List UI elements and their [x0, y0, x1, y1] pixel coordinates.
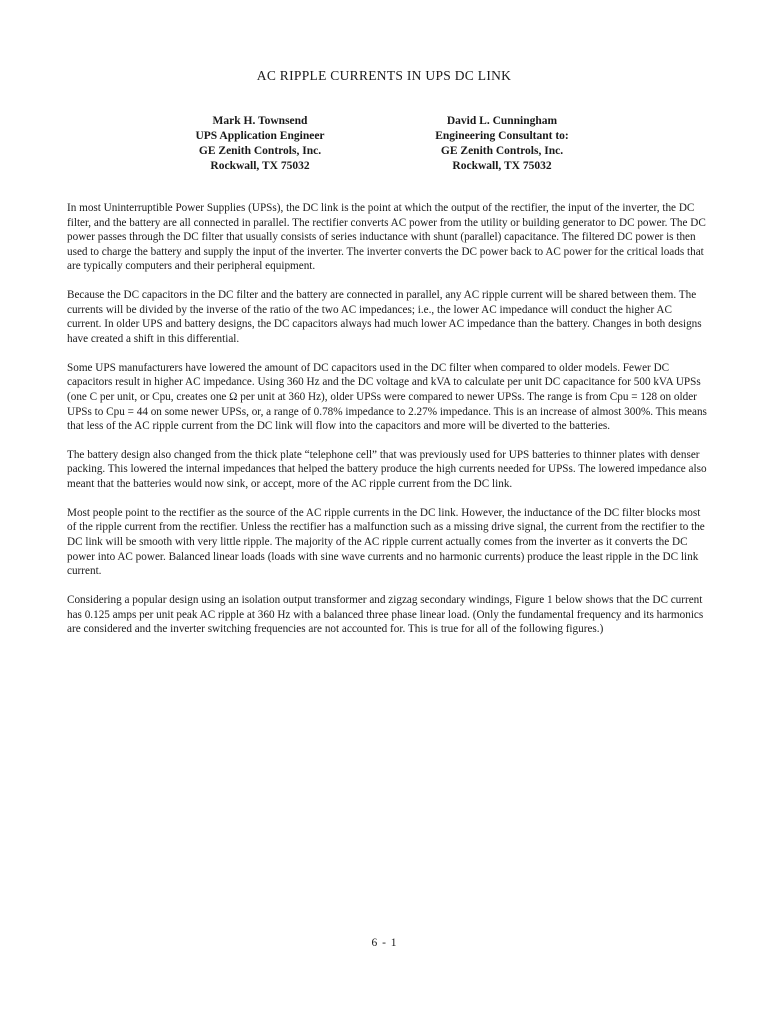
author-company: GE Zenith Controls, Inc. — [440, 145, 564, 157]
paragraph-2: Because the DC capacitors in the DC filter and the battery are connected in parallel, any AC ripple current will be shared between them. The currents will be divided by the inverse of the ratio of the two AC impedances; i.e., the lower AC impedance will conduct the higher AC current. In older UPS and battery designs, the DC capacitors always had much lower AC impedance than the battery. Changes in both designs have created a shift in this differential. — [67, 289, 702, 345]
author-role: Engineering Consultant to: — [435, 130, 569, 142]
author-block-2 — [382, 114, 622, 174]
paper-title: AC RIPPLE CURRENTS IN UPS DC LINK — [256, 68, 512, 83]
body-text — [67, 201, 707, 651]
author-name: Mark H. Townsend — [212, 115, 308, 127]
author-name: David L. Cunningham — [446, 115, 558, 127]
author-location: Rockwall, TX 75032 — [210, 160, 310, 172]
page-number: 6 - 1 — [371, 937, 397, 949]
paragraph-6: Considering a popular design using an isolation output transformer and zigzag secondary windings, Figure 1 below shows that the DC current has 0.125 amps per unit peak AC ripple at 360 Hz with a balanced three phase linear load. (Only the fundamental frequency and its harmonics are considered and the inverter switching frequencies are not accounted for. This is true for all of the following figures.) — [67, 594, 704, 636]
paragraph-1: In most Uninterruptible Power Supplies (UPSs), the DC link is the point at which the output of the rectifier, the input of the inverter, the DC filter, and the battery are all connected in parallel. The rectifier converts AC power from the utility or building generator to DC power. The DC power passes through the DC filter that usually consists of series inductance with shunt (parallel) capacitance. The filtered DC power is then used to charge the battery and supply the input of the inverter. The inverter converts the DC power back to AC power for the critical loads that are typically computers and their peripheral equipment. — [67, 202, 706, 273]
author-role: UPS Application Engineer — [195, 130, 325, 142]
author-location: Rockwall, TX 75032 — [452, 160, 552, 172]
author-block-1 — [140, 114, 380, 174]
paragraph-5: Most people point to the rectifier as the source of the AC ripple currents in the DC link. However, the inductance of the DC filter blocks most of the ripple current from the rectifier. Unless the rectifier has a malfunction such as a missing drive signal, the current from the rectifier to the DC link will be smooth with very little ripple. The majority of the AC ripple current actually comes from the inverter as it converts the DC power into AC power. Balanced linear loads (loads with sine wave currents and no harmonic currents) produce the least ripple in the DC link current. — [67, 506, 705, 578]
author-company: GE Zenith Controls, Inc. — [198, 145, 322, 157]
paragraph-4: The battery design also changed from the thick plate “telephone cell” that was previously used for UPS batteries to thinner plates with denser packing. This lowered the internal impedances that helped the battery produce the high currents needed for UPSs. The lowered impedance also meant that the batteries would now sink, or accept, more of the AC ripple current from the DC link. — [67, 448, 707, 491]
paragraph-3: Some UPS manufacturers have lowered the amount of DC capacitors used in the DC filter when compared to older models. Fewer DC capacitors result in higher AC impedance. Using 360 Hz and the DC voltage and kVA to calculate per unit DC capacitance for 500 kVA UPSs (one C per unit, or Cpu, creates one Ω per unit at 360 Hz), older UPSs were compared to newer UPSs. The range is from Cpu = 128 on older UPSs to Cpu = 44 on some newer UPSs, or, a range of 0.78% impedance to 2.27% impedance. This is an increase of almost 300%. This means that less of the AC ripple current from the DC link will flow into the capacitors and more will be diverted to the batteries. — [67, 361, 707, 433]
